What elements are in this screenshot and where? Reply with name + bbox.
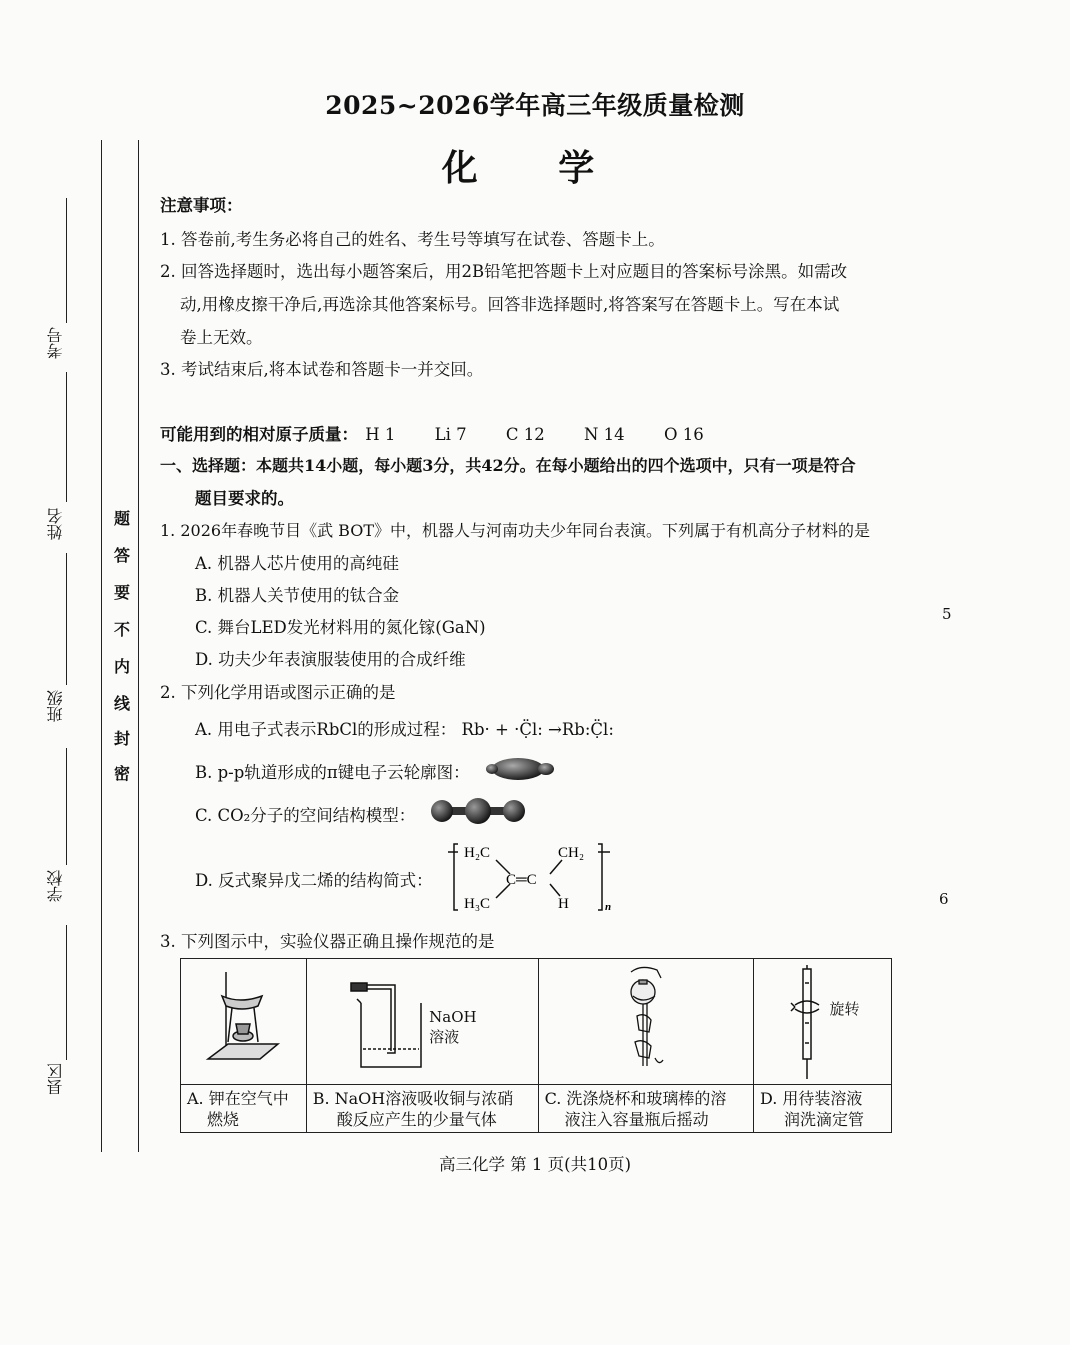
apparatus-c-diagram	[611, 962, 681, 1077]
question-1-stem: 1. 2026年春晚节目《武 BOT》中，机器人与河南功夫少年同台表演。下列属于有机高分子材料的是	[160, 521, 871, 540]
atomic-mass: H 1	[365, 425, 396, 444]
struct-h: H	[558, 896, 569, 912]
solution-label: 溶液	[429, 1027, 460, 1046]
atomic-mass: C 12	[505, 425, 545, 444]
note-item-2-line-2: 动,用橡皮擦干净后,再选涂其他答案标号。回答非选择题时,将答案写在答题卡上。写在本试	[180, 295, 840, 314]
naoh-label: NaOH	[429, 1007, 477, 1026]
field-label-class: 班级	[46, 690, 65, 722]
caption-b-line-1: B. NaOH溶液吸收铜与浓硝	[312, 1088, 514, 1108]
caption-b-line-2: 酸反应产生的少量气体	[336, 1109, 497, 1129]
rbcl-electron-formula: Rb· + ·C̣̈l: →Rb:C̣̈l:	[461, 720, 614, 739]
note-item-2-line-1: 2. 回答选择题时，选出每小题答案后，用2B铅笔把答题卡上对应题目的答案标号涂黑。如需改	[160, 262, 848, 281]
struct-h3c: H₃C	[464, 896, 491, 912]
struct-ch2: CH₂	[558, 845, 585, 861]
field-line-school[interactable]	[66, 748, 67, 865]
caption-d-line-2: 润洗滴定管	[783, 1109, 864, 1129]
field-line-class[interactable]	[66, 553, 67, 685]
section-heading-line-2: 题目要求的。	[195, 489, 294, 508]
question-2-option-d: D. 反式聚异戊二烯的结构简式：	[195, 871, 433, 890]
polyisoprene-structure	[448, 838, 618, 918]
note-item-1: 1. 答卷前,考生务必将自己的姓名、考生号等填写在试卷、答题卡上。	[160, 230, 665, 249]
field-label-name: 姓名	[46, 508, 65, 540]
note-item-2-line-3: 卷上无效。	[180, 328, 263, 347]
atomic-mass: O 16	[663, 425, 704, 444]
field-line-name[interactable]	[66, 372, 67, 502]
caption-d-line-1: D. 用待装溶液	[759, 1088, 863, 1108]
question-3-stem: 3. 下列图示中，实验仪器正确且操作规范的是	[160, 932, 495, 951]
struct-n: n	[605, 901, 612, 913]
seal-char: 答	[113, 546, 130, 565]
apparatus-b-cell	[306, 959, 538, 1085]
field-line-exam-no[interactable]	[66, 198, 67, 323]
seal-char: 内	[113, 657, 130, 676]
question-1-option-c: C. 舞台LED发光材料用的氮化镓(GaN)	[195, 618, 486, 637]
apparatus-a-cell	[181, 959, 307, 1085]
question-2-stem: 2. 下列化学用语或图示正确的是	[160, 683, 396, 702]
apparatus-b-diagram	[347, 967, 437, 1077]
struct-h2c: H₂C	[464, 845, 491, 861]
question-2-option-b: B. p-p轨道形成的π键电子云轮廓图：	[195, 763, 470, 782]
note-item-3: 3. 考试结束后,将本试卷和答题卡一并交回。	[160, 360, 484, 379]
field-label-district: 县区	[46, 1063, 65, 1095]
question-1-option-b: B. 机器人关节使用的钛合金	[195, 586, 400, 605]
atomic-mass: Li 7	[434, 425, 467, 444]
pi-bond-cloud-diagram	[486, 754, 556, 784]
atomic-mass: N 14	[584, 425, 625, 444]
section-heading-line-1: 一、选择题：本题共14小题，每小题3分，共42分。在每小题给出的四个选项中，只有一项是符合	[160, 456, 856, 475]
question-3-table	[180, 958, 892, 1133]
co2-model-diagram	[428, 796, 528, 826]
struct-cc: C═C	[506, 872, 537, 888]
question-2-option-c: C. CO₂分子的空间结构模型：	[195, 806, 416, 825]
subject-title: 化 学	[441, 147, 629, 189]
apparatus-d-cell	[753, 959, 891, 1085]
apparatus-c-cell	[538, 959, 753, 1085]
caption-c-line-1: C. 洗涤烧杯和玻璃棒的溶	[544, 1088, 727, 1108]
seal-char: 封	[113, 729, 130, 748]
exam-title: 2025~2026学年高三年级质量检测	[325, 91, 745, 120]
binding-line-outer	[101, 140, 102, 1152]
question-1-option-a: A. 机器人芯片使用的高纯硅	[195, 554, 399, 573]
question-1-option-d: D. 功夫少年表演服装使用的合成纤维	[195, 650, 466, 669]
edge-mark: 6	[939, 890, 949, 908]
caption-b	[306, 1085, 538, 1133]
apparatus-a-diagram	[198, 964, 288, 1074]
seal-char: 密	[113, 764, 130, 783]
edge-mark: 5	[942, 605, 952, 623]
binding-line-inner	[138, 140, 139, 1152]
field-line-district[interactable]	[66, 925, 67, 1060]
apparatus-d-diagram	[781, 963, 841, 1081]
rotate-label: 旋转	[829, 999, 860, 1018]
caption-c	[538, 1085, 753, 1133]
seal-char: 题	[113, 509, 130, 528]
seal-char: 要	[113, 583, 130, 602]
page-footer: 高三化学 第 1 页(共10页)	[438, 1155, 632, 1174]
caption-d	[753, 1085, 891, 1133]
atomic-masses-label: 可能用到的相对原子质量：	[160, 425, 358, 444]
caption-c-line-2: 液注入容量瓶后摇动	[564, 1109, 709, 1129]
seal-char: 不	[113, 620, 130, 639]
seal-char: 线	[113, 694, 130, 713]
caption-a-line-2: 燃烧	[207, 1109, 240, 1129]
caption-a-line-1: A. 钾在空气中	[187, 1088, 289, 1108]
field-label-exam-no: 考号	[46, 327, 65, 359]
question-2-option-a	[195, 716, 614, 740]
field-label-school: 学校	[46, 870, 65, 902]
atomic-masses	[160, 421, 704, 445]
question-2-option-a-text: A. 用电子式表示RbCl的形成过程：	[195, 720, 457, 739]
caption-a	[181, 1085, 307, 1133]
notes-heading: 注意事项：	[160, 196, 243, 215]
